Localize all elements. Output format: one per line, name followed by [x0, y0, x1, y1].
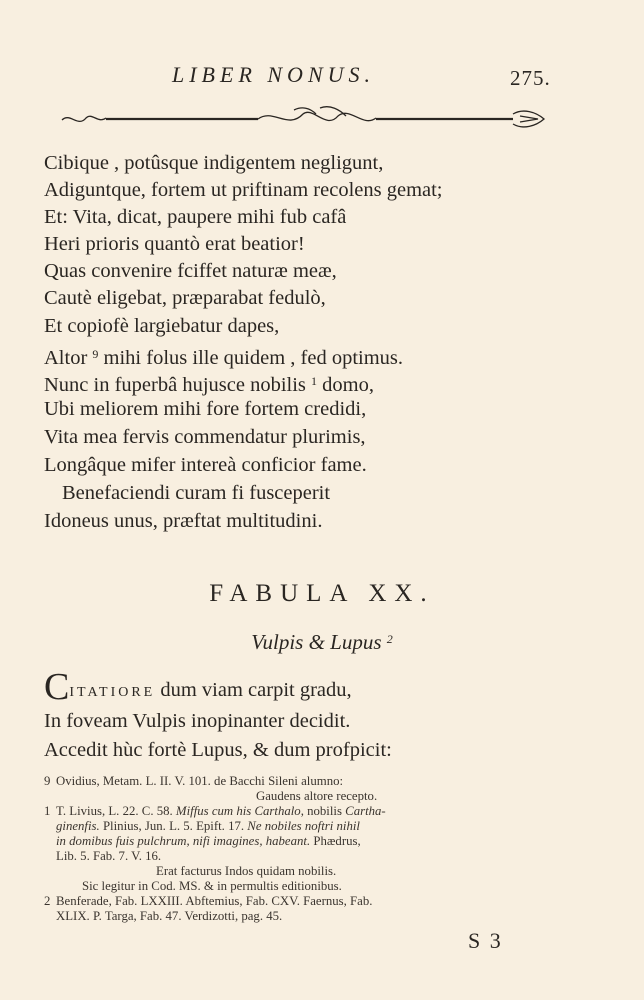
- footnote-text: T. Livius, L. 22. C. 58.: [56, 804, 173, 818]
- footnote-text: Phædrus,: [313, 834, 361, 848]
- verse-line: Heri prioris quantò erat beatior!: [44, 233, 305, 255]
- verse-line: Et: Vita, dicat, paupere mihi fub cafâ: [44, 206, 347, 228]
- verse-text: dum viam carpit gradu,: [155, 679, 352, 701]
- footnote-ref: 1: [311, 374, 318, 388]
- verse-text: Altor: [44, 347, 88, 369]
- subtitle-text: Vulpis & Lupus: [251, 630, 382, 654]
- footnote: [44, 774, 596, 789]
- verse-text: domo,: [322, 374, 374, 396]
- signature-mark: S 3: [468, 928, 503, 953]
- verse-line: [44, 480, 330, 507]
- verse-text: mihi folus ille quidem , fed optimus.: [103, 347, 404, 369]
- footnotes: [44, 774, 596, 924]
- ornamental-rule: [58, 104, 548, 134]
- footnote-text: Lib. 5. Fab. 7. V. 16.: [56, 849, 162, 863]
- verse-line: Quas convenire fciffet naturæ meæ,: [44, 260, 337, 282]
- footnote-text: Erat facturus Indos quidam nobilis.: [156, 864, 337, 878]
- verse-line: Adiguntque, fortem ut priftinam recolens gemat;: [44, 179, 443, 201]
- verse-line: Idoneus unus, præftat multitudini.: [44, 510, 323, 532]
- footnote: [44, 894, 596, 909]
- fable-subtitle: [0, 630, 644, 655]
- footnote-text: Gaudens altore recepto.: [256, 789, 378, 803]
- footnote-text: XLIX. P. Targa, Fab. 47. Verdizotti, pag. 45.: [56, 909, 283, 923]
- verse-text: Benefaciendi curam fi fusceperit: [62, 482, 331, 504]
- fable-title: FABULA XX.: [209, 580, 435, 607]
- footnote-text: Sic legitur in Cod. MS. & in permultis editionibus.: [82, 879, 342, 893]
- footnote-line: [56, 819, 596, 834]
- footnote-ref: 2: [386, 632, 393, 646]
- verse-line: [44, 368, 374, 399]
- footnote-text: in domibus fuis pulchrum, nifi imagines, habeant.: [56, 834, 311, 848]
- footnote-number: 9: [44, 774, 51, 788]
- running-header: LIBER NONUS.: [172, 62, 375, 87]
- footnote-text: , nobilis: [300, 804, 342, 818]
- verse-line: Cibique , potûsque indigentem negligunt,: [44, 152, 384, 174]
- footnote-text: Miffus cum his Carthalo: [175, 804, 301, 818]
- fable-verses: [44, 666, 392, 765]
- verse-line: Ubi meliorem mihi fore fortem credidi,: [44, 398, 367, 420]
- verse-line: Cautè eligebat, præparabat fedulò,: [44, 287, 326, 309]
- verse-line: Longâque mifer intereà conficior fame.: [44, 454, 367, 476]
- footnote-ref: 9: [92, 347, 99, 361]
- verse-line: [44, 666, 392, 708]
- verse-line: Vita mea fervis commendatur plurimis,: [44, 426, 366, 448]
- small-caps-word: ITATIORE: [69, 685, 156, 700]
- page-number: 275.: [510, 66, 551, 90]
- footnote-text: Ovidius, Metam. L. II. V. 101. de Bacchi Sileni alumno:: [56, 774, 344, 788]
- footnote-text: Benferade, Fab. LXXIII. Abftemius, Fab. CXV. Faernus, Fab.: [56, 894, 373, 908]
- verse-line: Accedit hùc fortè Lupus, & dum profpicit:: [44, 739, 392, 761]
- drop-cap: C: [44, 666, 70, 708]
- verse-line: In foveam Vulpis inopinanter decidit.: [44, 710, 351, 732]
- footnote-text: Cartha-: [345, 804, 386, 818]
- footnote: [44, 804, 596, 819]
- footnote-number: 2: [44, 894, 51, 908]
- footnote-text: Plinius, Jun. L. 5. Epift. 17.: [102, 819, 245, 833]
- footnote-text: Ne nobiles noftri nihil: [247, 819, 360, 833]
- verse-text: Nunc in fuperbâ hujusce nobilis: [44, 374, 306, 396]
- footnote-text: ginenfis.: [56, 819, 100, 833]
- footnote-line: [56, 834, 596, 849]
- footnote-number: 1: [44, 804, 51, 818]
- verse-line: Et copiofè largiebatur dapes,: [44, 315, 280, 337]
